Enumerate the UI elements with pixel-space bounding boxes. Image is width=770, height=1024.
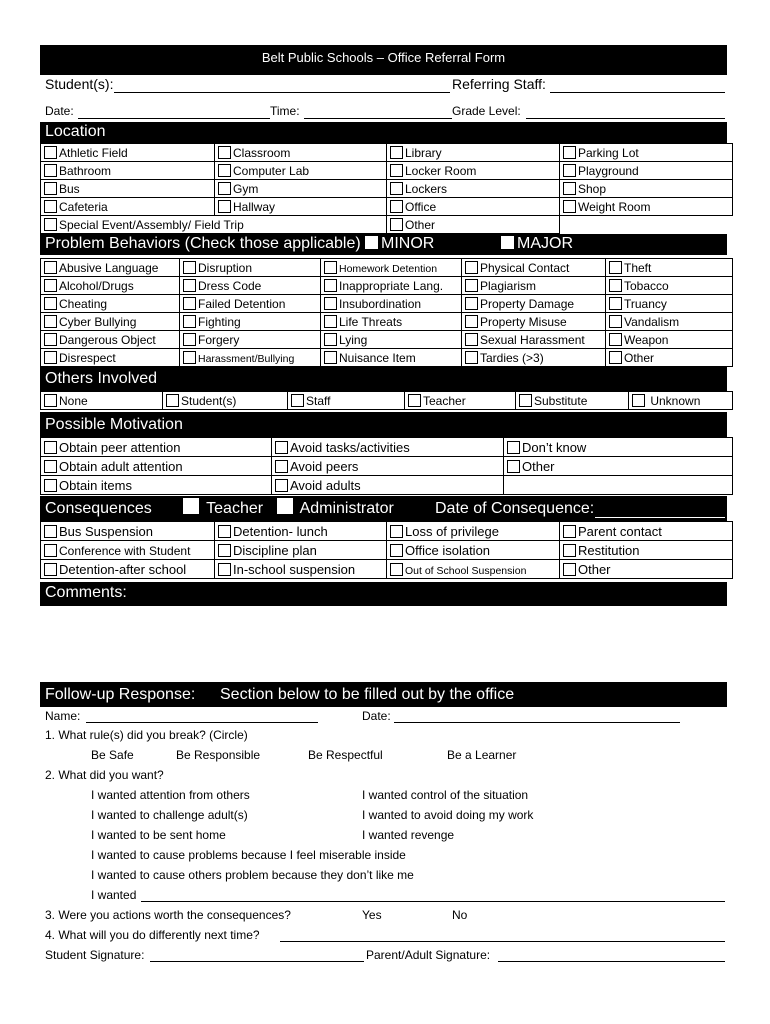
motivation-title: Possible Motivation bbox=[45, 416, 183, 433]
checkbox[interactable] bbox=[44, 460, 57, 473]
date-field[interactable] bbox=[78, 118, 270, 119]
referring-staff-field[interactable] bbox=[550, 92, 725, 93]
teacher-option[interactable]: Teacher bbox=[182, 496, 263, 521]
answer-yes[interactable]: Yes bbox=[362, 908, 382, 922]
major-option[interactable]: MAJOR bbox=[500, 234, 573, 254]
question-1: 1. What rule(s) did you break? (Circle) bbox=[45, 728, 248, 742]
parent-signature-field[interactable] bbox=[498, 961, 725, 962]
behavior-option[interactable]: Dress Code bbox=[180, 277, 321, 295]
minor-checkbox[interactable] bbox=[364, 235, 379, 250]
empty-cell bbox=[560, 216, 733, 234]
consequences-table bbox=[40, 521, 733, 579]
behavior-option[interactable]: Vandalism bbox=[606, 313, 733, 331]
checkbox[interactable] bbox=[44, 351, 57, 364]
checkbox[interactable] bbox=[183, 333, 196, 346]
behavior-option[interactable]: Property Damage bbox=[462, 295, 606, 313]
checkbox[interactable] bbox=[183, 279, 196, 292]
table-row bbox=[41, 349, 733, 367]
table-row bbox=[41, 522, 733, 541]
table-row bbox=[41, 277, 733, 295]
location-header bbox=[40, 122, 727, 143]
behavior-option[interactable]: Abusive Language bbox=[41, 259, 180, 277]
consequence-option[interactable]: Other bbox=[560, 560, 733, 579]
checkbox[interactable] bbox=[563, 164, 576, 177]
checkbox[interactable] bbox=[609, 279, 622, 292]
others-option[interactable]: Student(s) bbox=[163, 392, 288, 410]
table-row bbox=[41, 438, 733, 457]
location-option[interactable]: Weight Room bbox=[560, 198, 733, 216]
checkbox[interactable] bbox=[183, 261, 196, 274]
location-option[interactable]: Classroom bbox=[215, 144, 387, 162]
checkbox[interactable] bbox=[563, 146, 576, 159]
checkbox[interactable] bbox=[390, 146, 403, 159]
checkbox[interactable] bbox=[563, 563, 576, 576]
administrator-option[interactable]: Administrator bbox=[276, 496, 394, 521]
motivation-option[interactable]: Other bbox=[504, 457, 733, 476]
location-option[interactable]: Other bbox=[387, 216, 560, 234]
checkbox[interactable] bbox=[507, 460, 520, 473]
consequence-option[interactable]: In-school suspension bbox=[215, 560, 387, 579]
checkbox[interactable] bbox=[218, 544, 231, 557]
checkbox[interactable] bbox=[44, 164, 57, 177]
consequence-option[interactable]: Out of School Suspension bbox=[387, 560, 560, 579]
checkbox[interactable] bbox=[609, 315, 622, 328]
location-option[interactable]: Lockers bbox=[387, 180, 560, 198]
consequence-option[interactable]: Bus Suspension bbox=[41, 522, 215, 541]
checkbox[interactable] bbox=[44, 563, 57, 576]
consequence-option[interactable]: Office isolation bbox=[387, 541, 560, 560]
consequence-option[interactable]: Discipline plan bbox=[215, 541, 387, 560]
others-option[interactable]: None bbox=[41, 392, 163, 410]
behavior-option[interactable]: Life Threats bbox=[321, 313, 462, 331]
table-row bbox=[41, 144, 733, 162]
motivation-option[interactable]: Don’t know bbox=[504, 438, 733, 457]
table-row bbox=[41, 313, 733, 331]
consequence-option[interactable]: Parent contact bbox=[560, 522, 733, 541]
behaviors-title: Problem Behaviors (Check those applicable) bbox=[45, 235, 361, 252]
motivation-table bbox=[40, 437, 733, 495]
behavior-option[interactable]: Property Misuse bbox=[462, 313, 606, 331]
location-title: Location bbox=[45, 123, 106, 140]
student-signature-label: Student Signature: bbox=[45, 948, 145, 962]
location-option[interactable]: Special Event/Assembly/ Field Trip bbox=[41, 216, 387, 234]
want-option[interactable]: I wanted to challenge adult(s) bbox=[91, 808, 248, 822]
want-option[interactable]: I wanted to cause others problem because they don’t like me bbox=[91, 868, 414, 882]
behavior-option[interactable]: Nuisance Item bbox=[321, 349, 462, 367]
checkbox[interactable] bbox=[324, 315, 337, 328]
checkbox[interactable] bbox=[465, 279, 478, 292]
checkbox[interactable] bbox=[275, 460, 288, 473]
motivation-option[interactable]: Obtain items bbox=[41, 476, 272, 495]
behavior-option[interactable]: Tardies (>3) bbox=[462, 349, 606, 367]
motivation-option[interactable]: Obtain adult attention bbox=[41, 457, 272, 476]
location-option[interactable]: Parking Lot bbox=[560, 144, 733, 162]
behavior-option[interactable]: Insubordination bbox=[321, 295, 462, 313]
table-row bbox=[41, 162, 733, 180]
checkbox[interactable] bbox=[324, 279, 337, 292]
table-row bbox=[41, 560, 733, 579]
checkbox[interactable] bbox=[390, 218, 403, 231]
behavior-option[interactable]: Disruption bbox=[180, 259, 321, 277]
grade-level-label: Grade Level: bbox=[452, 104, 521, 118]
behavior-option[interactable]: Inappropriate Lang. bbox=[321, 277, 462, 295]
grade-level-field[interactable] bbox=[526, 118, 725, 119]
behavior-option[interactable]: Harassment/Bullying bbox=[180, 349, 321, 367]
time-label: Time: bbox=[270, 104, 300, 118]
others-option[interactable]: Staff bbox=[288, 392, 405, 410]
referring-staff-label: Referring Staff: bbox=[452, 76, 546, 92]
empty-cell bbox=[504, 476, 733, 495]
want-option[interactable]: I wanted attention from others bbox=[91, 788, 250, 802]
table-row bbox=[41, 198, 733, 216]
behavior-option[interactable]: Weapon bbox=[606, 331, 733, 349]
consequence-option[interactable]: Conference with Student bbox=[41, 541, 215, 560]
checkbox[interactable] bbox=[44, 544, 57, 557]
checkbox[interactable] bbox=[44, 441, 57, 454]
others-option[interactable]: Unknown bbox=[629, 392, 733, 410]
form-title: Belt Public Schools – Office Referral Form bbox=[40, 45, 727, 75]
minor-option[interactable]: MINOR bbox=[364, 234, 434, 254]
checkbox[interactable] bbox=[44, 394, 57, 407]
teacher-checkbox[interactable] bbox=[182, 497, 200, 515]
consequence-option[interactable]: Restitution bbox=[560, 541, 733, 560]
checkbox[interactable] bbox=[44, 279, 57, 292]
checkbox[interactable] bbox=[390, 544, 403, 557]
table-row bbox=[41, 331, 733, 349]
behavior-option[interactable]: Cyber Bullying bbox=[41, 313, 180, 331]
behavior-option[interactable]: Failed Detention bbox=[180, 295, 321, 313]
followup-name-field[interactable] bbox=[86, 722, 318, 723]
others-header bbox=[40, 367, 727, 391]
time-field[interactable] bbox=[304, 118, 452, 119]
location-option[interactable]: Computer Lab bbox=[215, 162, 387, 180]
checkbox[interactable] bbox=[563, 544, 576, 557]
behavior-option[interactable]: Lying bbox=[321, 331, 462, 349]
question-3: 3. Were you actions worth the consequences? bbox=[45, 908, 291, 922]
student-label: Student(s): bbox=[45, 76, 114, 92]
table-row bbox=[41, 476, 733, 495]
date-of-consequence-label: Date of Consequence: bbox=[435, 500, 595, 517]
want-option[interactable]: I wanted control of the situation bbox=[362, 788, 529, 802]
table-row bbox=[41, 541, 733, 560]
behavior-option[interactable]: Theft bbox=[606, 259, 733, 277]
behavior-option[interactable]: Cheating bbox=[41, 295, 180, 313]
others-title: Others Involved bbox=[45, 370, 158, 387]
major-checkbox[interactable] bbox=[500, 235, 515, 250]
table-row bbox=[41, 295, 733, 313]
location-option[interactable]: Hallway bbox=[215, 198, 387, 216]
checkbox[interactable] bbox=[609, 351, 622, 364]
checkbox[interactable] bbox=[563, 182, 576, 195]
checkbox[interactable] bbox=[632, 394, 645, 407]
motivation-option[interactable]: Avoid tasks/activities bbox=[272, 438, 504, 457]
behavior-option[interactable]: Homework Detention bbox=[321, 259, 462, 277]
answer-no[interactable]: No bbox=[452, 908, 468, 922]
parent-signature-label: Parent/Adult Signature: bbox=[366, 948, 491, 962]
checkbox[interactable] bbox=[465, 297, 478, 310]
checkbox[interactable] bbox=[218, 182, 231, 195]
checkbox[interactable] bbox=[166, 394, 179, 407]
behavior-option[interactable]: Alcohol/Drugs bbox=[41, 277, 180, 295]
location-table bbox=[40, 143, 733, 234]
want-option[interactable]: I wanted revenge bbox=[362, 828, 455, 842]
table-row bbox=[41, 216, 733, 234]
consequence-option[interactable]: Detention- lunch bbox=[215, 522, 387, 541]
checkbox[interactable] bbox=[390, 525, 403, 538]
location-option[interactable]: Office bbox=[387, 198, 560, 216]
table-row bbox=[41, 180, 733, 198]
checkbox[interactable] bbox=[44, 297, 57, 310]
checkbox[interactable] bbox=[519, 394, 532, 407]
comments-header bbox=[40, 582, 727, 606]
location-option[interactable]: Cafeteria bbox=[41, 198, 215, 216]
followup-subtitle: Section below to be filled out by the office bbox=[220, 686, 515, 703]
checkbox[interactable] bbox=[275, 479, 288, 492]
checkbox[interactable] bbox=[218, 525, 231, 538]
behavior-option[interactable]: Other bbox=[606, 349, 733, 367]
rule-be-responsible[interactable]: Be Responsible bbox=[176, 748, 261, 762]
checkbox[interactable] bbox=[183, 351, 196, 364]
checkbox[interactable] bbox=[218, 146, 231, 159]
question-4-field[interactable] bbox=[280, 941, 725, 942]
student-field[interactable] bbox=[114, 92, 450, 93]
comments-title: Comments: bbox=[45, 584, 127, 601]
rule-be-respectful[interactable]: Be Respectful bbox=[308, 748, 383, 762]
checkbox[interactable] bbox=[390, 182, 403, 195]
behavior-option[interactable]: Forgery bbox=[180, 331, 321, 349]
followup-date-label: Date: bbox=[362, 709, 391, 723]
checkbox[interactable] bbox=[324, 333, 337, 346]
motivation-option[interactable]: Avoid adults bbox=[272, 476, 504, 495]
followup-title: Follow-up Response: bbox=[45, 686, 196, 703]
checkbox[interactable] bbox=[44, 261, 57, 274]
behavior-option[interactable]: Sexual Harassment bbox=[462, 331, 606, 349]
others-option[interactable]: Teacher bbox=[405, 392, 516, 410]
table-row bbox=[41, 457, 733, 476]
checkbox[interactable] bbox=[465, 315, 478, 328]
checkbox[interactable] bbox=[563, 525, 576, 538]
rule-be-a-learner[interactable]: Be a Learner bbox=[447, 748, 517, 762]
question-2: 2. What did you want? bbox=[45, 768, 164, 782]
date-label: Date: bbox=[45, 104, 74, 118]
followup-date-field[interactable] bbox=[394, 722, 680, 723]
want-option[interactable]: I wanted to be sent home bbox=[91, 828, 226, 842]
behavior-option[interactable]: Tobacco bbox=[606, 277, 733, 295]
behavior-option[interactable]: Dangerous Object bbox=[41, 331, 180, 349]
location-option[interactable]: Shop bbox=[560, 180, 733, 198]
table-row bbox=[41, 392, 733, 410]
location-option[interactable]: Bus bbox=[41, 180, 215, 198]
followup-header bbox=[40, 682, 727, 707]
checkbox[interactable] bbox=[563, 200, 576, 213]
checkbox[interactable] bbox=[465, 351, 478, 364]
checkbox[interactable] bbox=[218, 164, 231, 177]
wanted-other-field[interactable] bbox=[141, 901, 725, 902]
consequences-title: Consequences bbox=[45, 500, 152, 517]
checkbox[interactable] bbox=[390, 563, 403, 576]
checkbox[interactable] bbox=[609, 333, 622, 346]
behavior-option[interactable]: Fighting bbox=[180, 313, 321, 331]
location-option[interactable]: Library bbox=[387, 144, 560, 162]
checkbox[interactable] bbox=[218, 563, 231, 576]
checkbox[interactable] bbox=[44, 218, 57, 231]
location-option[interactable]: Locker Room bbox=[387, 162, 560, 180]
location-option[interactable]: Playground bbox=[560, 162, 733, 180]
behaviors-table bbox=[40, 258, 733, 367]
want-option[interactable]: I wanted to cause problems because I feel miserable inside bbox=[91, 848, 406, 862]
checkbox[interactable] bbox=[44, 525, 57, 538]
checkbox[interactable] bbox=[44, 333, 57, 346]
question-4: 4. What will you do differently next time? bbox=[45, 928, 260, 942]
checkbox[interactable] bbox=[507, 441, 520, 454]
checkbox[interactable] bbox=[465, 261, 478, 274]
consequence-option[interactable]: Loss of privilege bbox=[387, 522, 560, 541]
followup-name-label: Name: bbox=[45, 709, 81, 723]
others-table bbox=[40, 391, 733, 410]
checkbox[interactable] bbox=[44, 182, 57, 195]
checkbox[interactable] bbox=[218, 200, 231, 213]
administrator-checkbox[interactable] bbox=[276, 497, 294, 515]
table-row bbox=[41, 259, 733, 277]
checkbox[interactable] bbox=[275, 441, 288, 454]
checkbox[interactable] bbox=[465, 333, 478, 346]
student-signature-field[interactable] bbox=[150, 961, 364, 962]
rule-be-safe[interactable]: Be Safe bbox=[91, 748, 134, 762]
comments-field[interactable] bbox=[40, 606, 727, 681]
location-option[interactable]: Bathroom bbox=[41, 162, 215, 180]
checkbox[interactable] bbox=[324, 351, 337, 364]
checkbox[interactable] bbox=[291, 394, 304, 407]
behavior-option[interactable]: Truancy bbox=[606, 295, 733, 313]
behavior-option[interactable]: Plagiarism bbox=[462, 277, 606, 295]
checkbox[interactable] bbox=[44, 315, 57, 328]
checkbox[interactable] bbox=[609, 261, 622, 274]
checkbox[interactable] bbox=[324, 261, 337, 274]
behavior-option[interactable]: Disrespect bbox=[41, 349, 180, 367]
checkbox[interactable] bbox=[609, 297, 622, 310]
checkbox[interactable] bbox=[390, 200, 403, 213]
checkbox[interactable] bbox=[324, 297, 337, 310]
want-option[interactable]: I wanted to avoid doing my work bbox=[362, 808, 534, 822]
checkbox[interactable] bbox=[44, 200, 57, 213]
wanted-other-label: I wanted bbox=[91, 888, 137, 902]
others-option[interactable]: Substitute bbox=[516, 392, 629, 410]
motivation-option[interactable]: Avoid peers bbox=[272, 457, 504, 476]
checkbox[interactable] bbox=[44, 146, 57, 159]
checkbox[interactable] bbox=[183, 297, 196, 310]
checkbox[interactable] bbox=[390, 164, 403, 177]
motivation-header bbox=[40, 412, 727, 437]
checkbox[interactable] bbox=[183, 315, 196, 328]
checkbox[interactable] bbox=[408, 394, 421, 407]
location-option[interactable]: Athletic Field bbox=[41, 144, 215, 162]
consequence-option[interactable]: Detention-after school bbox=[41, 560, 215, 579]
motivation-option[interactable]: Obtain peer attention bbox=[41, 438, 272, 457]
checkbox[interactable] bbox=[44, 479, 57, 492]
date-of-consequence-field[interactable] bbox=[595, 517, 725, 518]
behaviors-header bbox=[40, 234, 727, 255]
location-option[interactable]: Gym bbox=[215, 180, 387, 198]
behavior-option[interactable]: Physical Contact bbox=[462, 259, 606, 277]
